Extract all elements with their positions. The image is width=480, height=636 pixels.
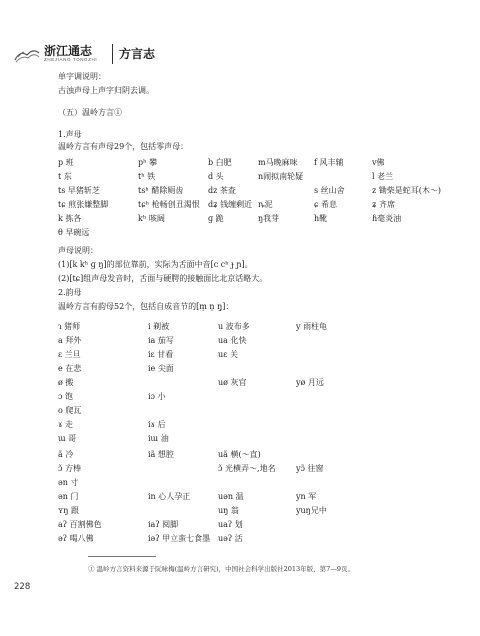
finals-title: 2.韵母 [58,288,82,297]
final-cell: uã 横(～直) [218,450,261,459]
final-cell: o 爬瓦 [58,406,82,415]
section-heading: （五）温岭方言① [58,108,122,117]
final-cell: uəʔ 活 [218,534,243,543]
initials-description: 温岭方言有声母29个，包括零声母： [58,142,189,151]
initial-cell: kʰ 咳阔 [138,214,165,223]
final-cell: ɔ 饱 [58,392,74,401]
initial-cell: θ 早碗远 [58,228,90,237]
final-cell: a 拜外 [58,336,82,345]
final-cell: uŋ 翁 [218,506,239,515]
initial-cell: t 东 [58,172,72,181]
final-cell: iɯ 油 [148,434,169,443]
initials-title: 1.声母 [58,130,82,139]
final-cell: ɛ 兰旦 [58,350,81,359]
volume-title: 方言志 [119,47,156,61]
final-cell: ɯ 哥 [58,434,77,443]
final-cell: ʏŋ 跟 [58,506,79,515]
final-cell: iəʔ 甲立蛮七食墨 [148,534,211,543]
final-cell: uɛ 关 [218,350,238,359]
final-cell: e 在悲 [58,364,82,373]
initials-note-1: (1)[k kʰ ɡ ŋ]的部位靠前，实际为舌面中音[c cʰ ɟ ɲ]。 [58,260,253,269]
initial-cell: n闹拟南轮疑 [258,172,304,181]
initial-cell: m马晚麻味 [258,158,298,167]
final-cell: ɔ̃ 光横弄～,地名 [218,464,276,473]
initial-cell: k 拣各 [58,214,82,223]
final-cell: in 心人孕正 [148,492,191,501]
initial-cell: ŋ我芽 [258,214,280,223]
final-cell: ən 寸 [58,478,79,487]
tone-note-title: 单字调说明： [58,72,106,81]
final-cell: ia 茄写 [148,336,174,345]
final-cell: yn 军 [296,492,317,501]
initial-cell: h靴 [314,214,328,223]
final-cell: ua 化快 [218,336,247,345]
final-cell: uø 灰官 [218,378,247,387]
footnote-rule [88,556,156,557]
final-cell: uən 温 [218,492,244,501]
final-cell: yuŋ兄中 [296,506,327,515]
final-cell: ø 搬 [58,378,74,387]
page-number: 228 [14,582,31,592]
final-cell: ɤ 走 [58,420,74,429]
logo-emblem-icon [14,46,40,64]
final-cell: aʔ 百割佛色 [58,520,102,529]
initial-cell: ɡ 跪 [208,214,224,223]
initial-cell: v佛 [372,158,385,167]
final-cell: yɔ̃ 往窗 [296,464,324,473]
final-cell: i 剃被 [148,322,170,331]
initial-cell: tɕ 煎张嫌整脚 [58,200,109,209]
initial-cell: tɕʰ 枪畅创丑渴恨 [138,200,200,209]
initial-cell: pʰ 攀 [138,158,158,167]
initial-cell: dz 茶查 [208,186,236,195]
final-cell: ən 门 [58,492,79,501]
initial-cell: tsʰ 醋除厕齿 [138,186,184,195]
footnote: ① 温岭方言资料来源于阮咏梅(温岭方言研究)，中国社会科学出版社2013年版，第7—9页。 [88,565,354,573]
book-title-pinyin: ZHEJIANG TONGZHI [44,57,98,62]
final-cell: ɔ̃ 方棒 [58,464,82,473]
final-cell: uaʔ 划 [218,520,243,529]
initial-cell: ȵ泥 [258,200,273,209]
initial-cell: d 头 [208,172,224,181]
final-cell: əʔ 喝八佛 [58,534,94,543]
final-cell: ã 冷 [58,450,74,459]
final-cell: iɔ 小 [148,392,166,401]
initial-cell: ts 早猪斩芝 [58,186,100,195]
initial-cell: b 白肥 [208,158,232,167]
tone-note-text: 古浊声母上声字归阴去调。 [58,86,154,95]
initial-cell: s 丝山舍 [314,186,345,195]
final-cell: iaʔ 阅脚 [148,520,179,529]
initial-cell: tʰ 铁 [138,172,156,181]
initials-notes-title: 声母说明： [58,246,98,255]
final-cell: iã 想腔 [148,450,174,459]
initial-cell: l 老兰 [372,172,394,181]
header-divider [112,44,113,64]
initials-note-2: (2)[tɕ]组声母发音时，舌面与硬腭的接触面比北京话略大。 [58,274,268,283]
initial-cell: dʑ 钱缠剩近 [208,200,253,209]
initial-cell: z 锄柴是蛇耳(木～) [372,186,441,195]
initial-cell: ɦ毫炎油 [372,214,402,223]
finals-description: 温岭方言有韵母52个，包括自成音节的[m̩ n̩ ŋ̩]： [58,302,234,311]
final-cell: y 雨柱龟 [296,322,328,331]
initial-cell: p 班 [58,158,74,167]
final-cell: yø 月远 [296,378,324,387]
final-cell: u 波布多 [218,322,250,331]
book-title: 浙江通志 [44,44,93,58]
final-cell: ɿ 猪师 [58,322,81,331]
final-cell: iɛ 甘看 [148,350,174,359]
initial-cell: f 风丰辅 [314,158,344,167]
final-cell: ie 尖面 [148,364,174,373]
final-cell: iɤ 后 [148,420,166,429]
initial-cell: ʑ 齐席 [372,200,396,209]
initial-cell: ɕ 希息 [314,200,338,209]
